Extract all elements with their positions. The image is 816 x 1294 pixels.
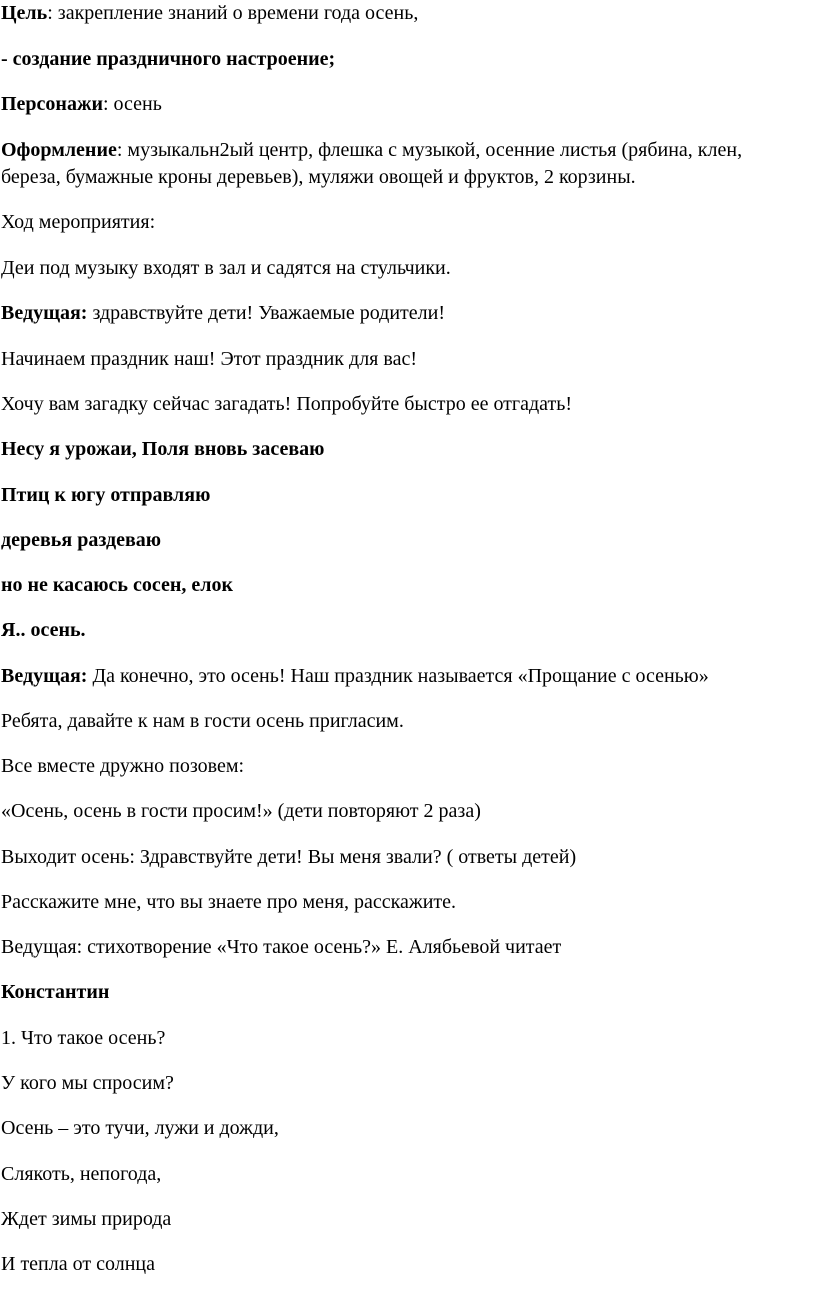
riddle-line-4: но не касаюсь сосен, елок xyxy=(1,574,234,596)
host-line-2 xyxy=(1,664,709,688)
reader-name: Константин xyxy=(1,981,110,1003)
poem-line-6: И тепла от солнца xyxy=(1,1253,155,1275)
goal-label: Цель xyxy=(1,2,48,24)
poem-line-2: У кого мы спросим? xyxy=(1,1072,174,1094)
poem-intro-line: Ведущая: стихотворение «Что такое осень?» Е. Алябьевой читает xyxy=(1,936,562,958)
poem-line-5: Ждет зимы природа xyxy=(1,1208,172,1230)
characters-text: : осень xyxy=(102,93,162,115)
poem-line-1: 1. Что такое осень? xyxy=(1,1027,166,1049)
host-label-2: Ведущая: xyxy=(1,665,88,687)
goal-text: : закрепление знаний о времени года осень, xyxy=(47,2,419,24)
host-line-1 xyxy=(1,301,445,325)
decor-text-1: : музыкальн2ый центр, флешка с музыкой, осенние листья (рябина, клен, xyxy=(116,139,743,161)
course-heading: Ход мероприятия: xyxy=(1,211,156,233)
host-text-2: Да конечно, это осень! Наш праздник называется «Прощание с осенью» xyxy=(87,665,709,687)
riddle-line-1: Несу я урожаи, Поля вновь засеваю xyxy=(1,438,325,460)
characters-label: Персонажи xyxy=(1,93,103,115)
entry-line: Деи под музыку входят в зал и садятся на стульчики. xyxy=(1,257,451,279)
invite-line: Ребята, давайте к нам в гости осень пригласим. xyxy=(1,710,404,732)
characters-line xyxy=(1,92,162,116)
decor-line-2: береза, бумажные кроны деревьев), муляжи овощей и фруктов, 2 корзины. xyxy=(1,166,636,188)
decor-label: Оформление xyxy=(1,139,117,161)
chant-line: «Осень, осень в гости просим!» (дети повторяют 2 раза) xyxy=(1,800,481,822)
autumn-enters-line: Выходит осень: Здравствуйте дети! Вы меня звали? ( ответы детей) xyxy=(1,846,577,868)
host-text-1: здравствуйте дети! Уважаемые родители! xyxy=(87,302,445,324)
start-line: Начинаем праздник наш! Этот праздник для вас! xyxy=(1,348,417,370)
call-line: Все вместе дружно позовем: xyxy=(1,755,245,777)
decor-line-1 xyxy=(1,138,742,162)
riddle-intro-line: Хочу вам загадку сейчас загадать! Попробуйте быстро ее отгадать! xyxy=(1,393,573,415)
poem-line-3: Осень – это тучи, лужи и дожди, xyxy=(1,1117,279,1139)
host-label-1: Ведущая: xyxy=(1,302,88,324)
goal-line xyxy=(1,1,418,25)
goal-second-line: - создание праздничного настроение; xyxy=(1,48,336,70)
poem-line-4: Слякоть, непогода, xyxy=(1,1163,162,1185)
riddle-line-5: Я.. осень. xyxy=(1,619,86,641)
riddle-line-2: Птиц к югу отправляю xyxy=(1,484,211,506)
riddle-line-3: деревья раздеваю xyxy=(1,529,162,551)
tell-line: Расскажите мне, что вы знаете про меня, расскажите. xyxy=(1,891,457,913)
